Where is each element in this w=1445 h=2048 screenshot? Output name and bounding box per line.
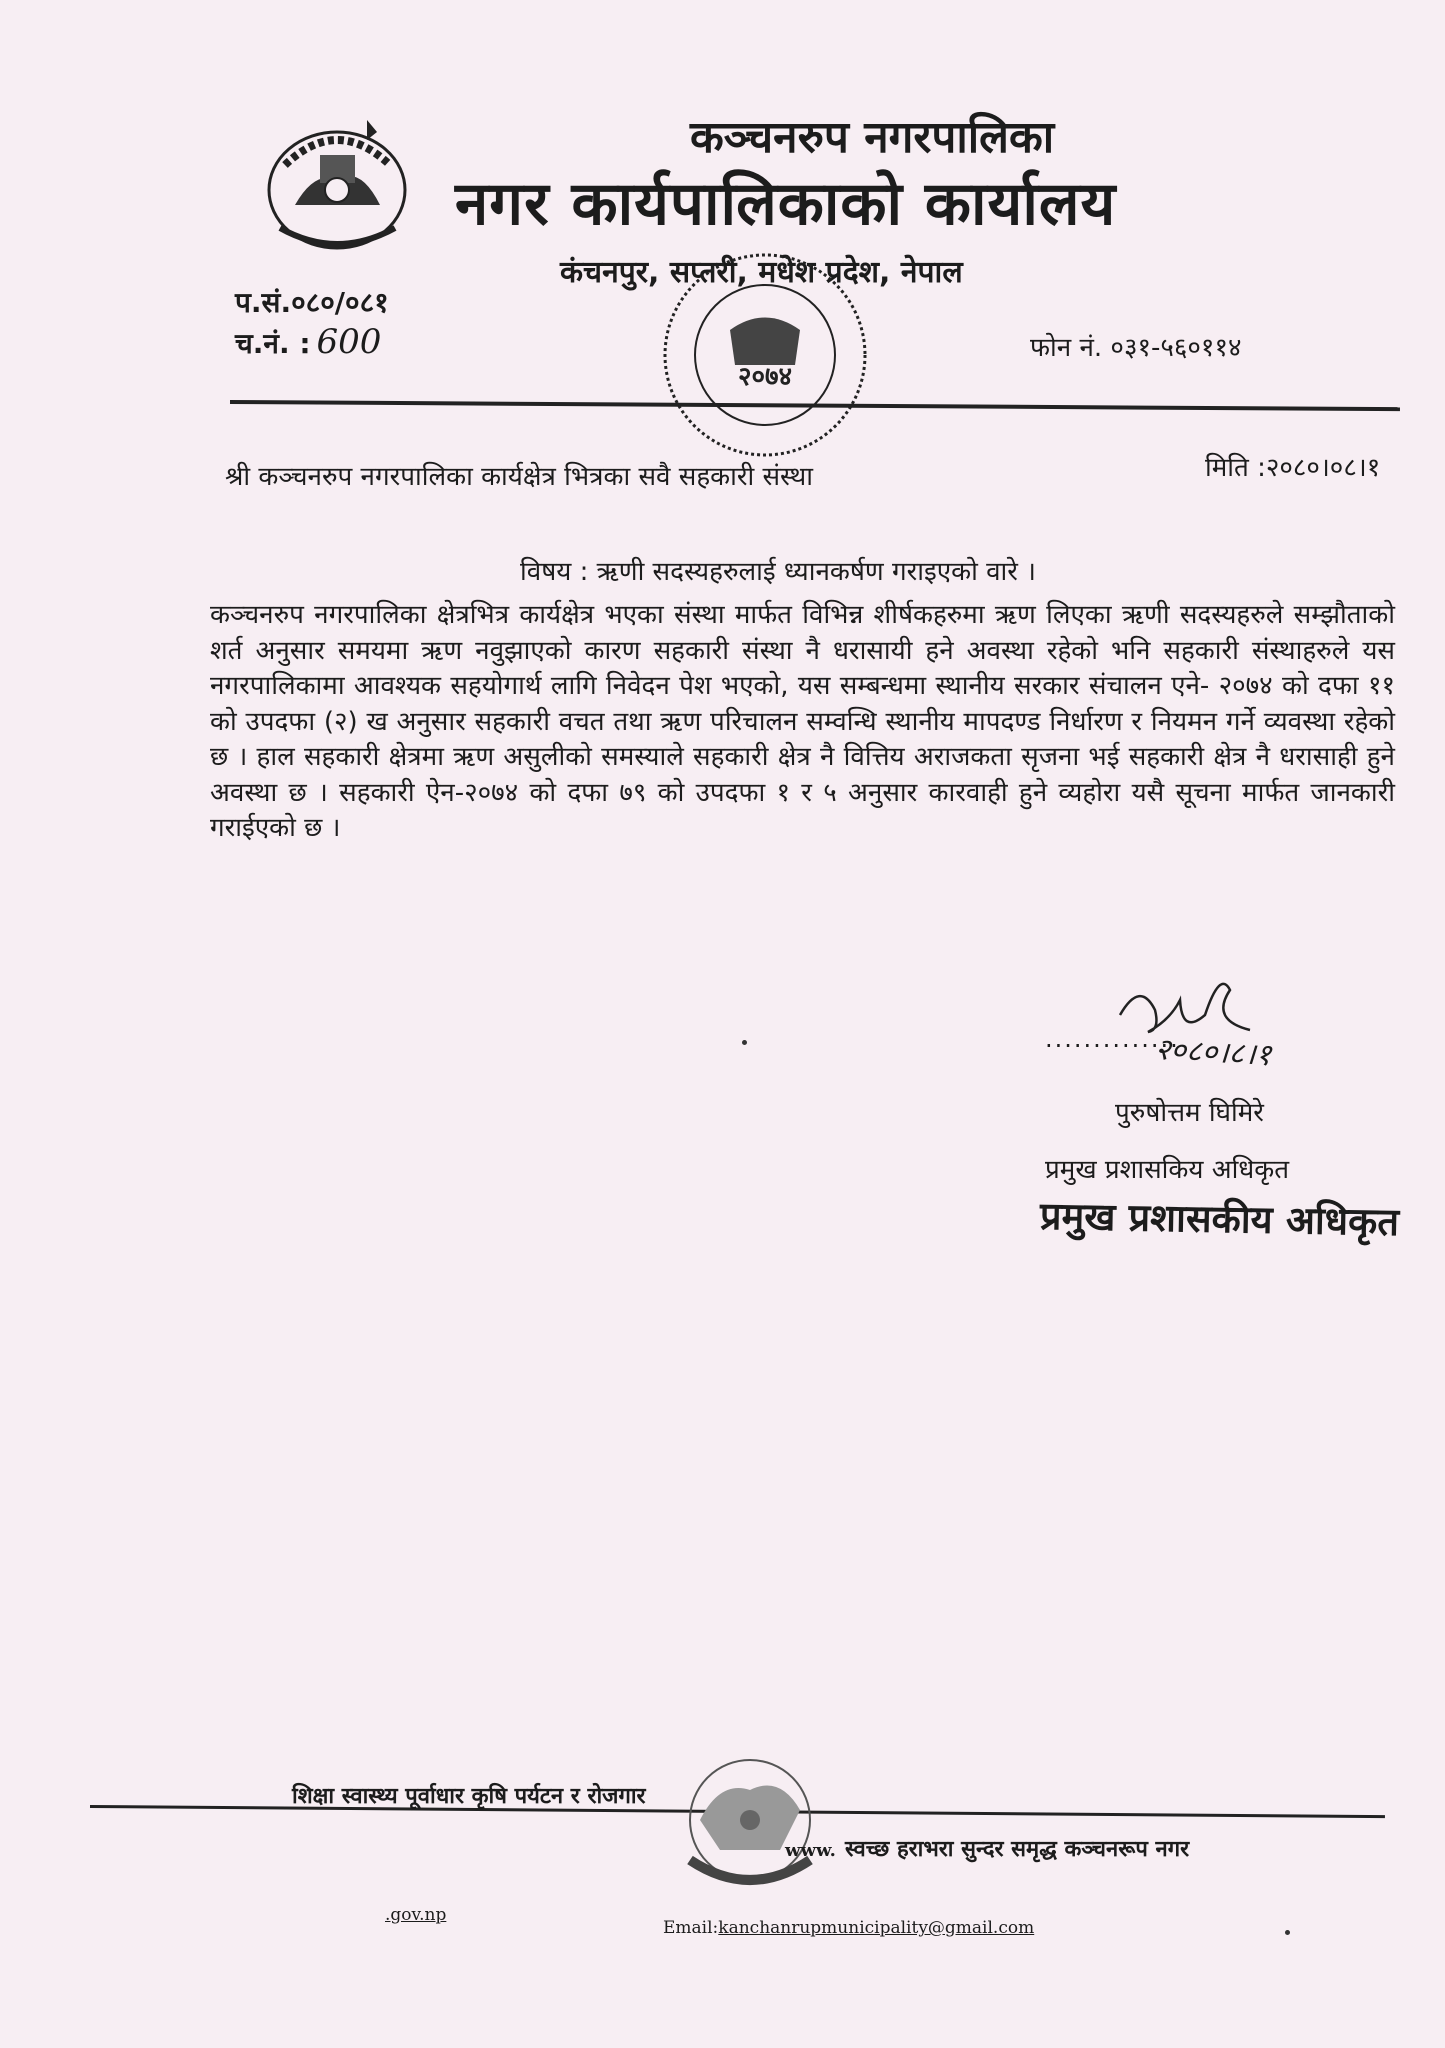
footer-slogan-right: स्वच्छ हराभरा सुन्दर समृद्ध कञ्चनरूप नगर — [845, 1837, 1190, 1862]
signatory-title-stamp: प्रमुख प्रशासकीय अधिकृत — [1039, 1193, 1400, 1245]
reference-number: प.सं.०८०/०८१ — [235, 286, 389, 319]
chalan-label: च.नं. : — [235, 327, 311, 360]
office-name: नगर कार्यपालिकाको कार्यालय — [455, 169, 1117, 239]
office-stamp — [645, 235, 885, 475]
footer-website-prefix: www. — [785, 1840, 836, 1861]
municipality-name: कञ्चनरुप नगरपालिका — [690, 112, 1055, 163]
email-label: Email: — [663, 1918, 719, 1938]
footer-slogan-left: शिक्षा स्वास्थ्य पूर्वाधार कृषि पर्यटन र रोजगार — [292, 1784, 646, 1809]
phone-number: फोन नं. ०३१-५६०११४ — [1030, 333, 1242, 363]
subject-line: विषय : ऋणी सदस्यहरुलाई ध्यानकर्षण गराइएको वारे । — [520, 557, 1037, 587]
nepal-emblem-icon — [255, 110, 420, 260]
signatory-title: प्रमुख प्रशासकिय अधिकृत — [1045, 1155, 1290, 1185]
letter-body — [210, 598, 1395, 847]
office-address: कंचनपुर, सप्तरी, मधेश प्रदेश, नेपाल — [560, 255, 963, 290]
body-paragraph: कञ्चनरुप नगरपालिका क्षेत्रभित्र कार्यक्षेत्र भएका संस्था मार्फत विभिन्न शीर्षकहरुमा ऋण लिएका ऋणी सदस्यहरुले सम्झौताको शर्त अनुसार समयमा ऋण नवुझाएको कारण सहकारी संस्था नै धरासायी हने अवस्था रहेको भनि सहकारी संस्थाहरुले यस नगरपालिकामा आवश्यक सहयोगार्थ लागि निवेदन पेश भएको, यस सम्बन्धमा स्थानीय सरकार संचालन एने- २०७४ को दफा ११ को उपदफा (२) ख अनुसार सहकारी वचत तथा ऋण परिचालन सम्वन्धि स्थानीय मापदण्ड निर्धारण र नियमन गर्ने व्यवस्था रहेको छ । हाल सहकारी क्षेत्रमा ऋण असुलीको समस्याले सहकारी क्षेत्र नै वित्तिय अराजकता सृजना भई सहकारी क्षेत्र नै धरासाही हुने अवस्था छ । सहकारी ऐन-२०७४ को दफा ७९ को उपदफा १ र ५ अनुसार कारवाही हुने व्यहोरा यसै सूचना मार्फत जानकारी गराईएको छ । — [210, 600, 1395, 843]
stamp-year: २०७४ — [737, 362, 793, 392]
chalan-value: 600 — [316, 322, 382, 362]
signature-line: .............. — [1045, 1025, 1180, 1053]
addressee: श्री कञ्चनरुप नगरपालिका कार्यक्षेत्र भित्रका सवै सहकारी संस्था — [225, 462, 813, 492]
signature-date: २०८०।८।१ — [1154, 1031, 1273, 1074]
paper-speck — [742, 1040, 747, 1045]
footer-website[interactable]: .gov.np — [385, 1905, 447, 1925]
signatory-name: पुरुषोत्तम घिमिरे — [1115, 1098, 1264, 1128]
email-address[interactable]: kanchanrupmunicipality@gmail.com — [718, 1918, 1035, 1938]
municipality-logo-icon — [660, 1750, 840, 1900]
chalan-number — [235, 322, 381, 362]
footer-email — [663, 1918, 1034, 1938]
paper-speck — [1285, 1930, 1290, 1935]
letter-date: मिति :२०८०।०८।१ — [1205, 453, 1381, 483]
